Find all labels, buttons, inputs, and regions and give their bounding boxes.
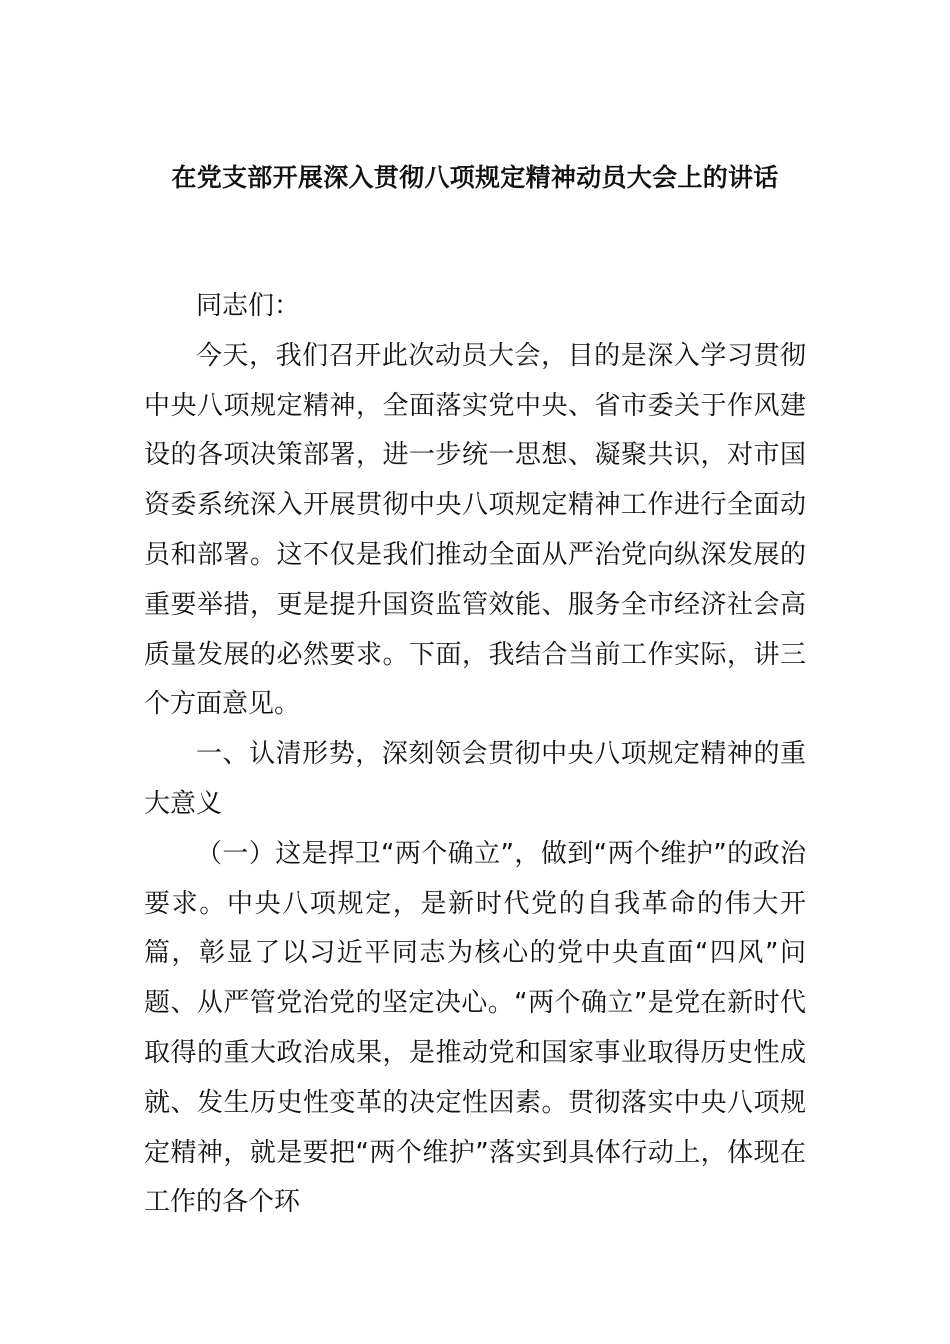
section-heading-1: 一、认清形势，深刻领会贯彻中央八项规定精神的重大意义 (144, 739, 806, 819)
paragraph-intro: 今天，我们召开此次动员大会，目的是深入学习贯彻中央八项规定精神，全面落实党中央、省市委关于作风建设的各项决策部署，进一步统一思想、凝聚共识，对市国资委系统深入开展贯彻中央八项规定精神工作进行全面动员和部署。这不仅是我们推动全面从严治党向纵深发展的重要举措，更是提升国资监管效能、服务全市经济社会高质量发展的必然要求。下面，我结合当前工作实际，讲三个方面意见。 (144, 340, 806, 720)
document-body (144, 282, 806, 1228)
salutation: 同志们： (196, 291, 301, 321)
paragraph-subsection-1: （一）这是捍卫“两个确立”，做到“两个维护”的政治要求。中央八项规定，是新时代党的自我革命的伟大开篇，彰显了以习近平同志为核心的党中央直面“四风”问题、从严管党治党的坚定决心。“两个确立”是党在新时代取得的重大政治成果，是推动党和国家事业取得历史性成就、发生历史性变革的决定性因素。贯彻落实中央八项规定精神，就是要把“两个维护”落实到具体行动上，体现在工作的各个环 (144, 838, 806, 1218)
document-title: 在党支部开展深入贯彻八项规定精神动员大会上的讲话 (171, 163, 779, 192)
